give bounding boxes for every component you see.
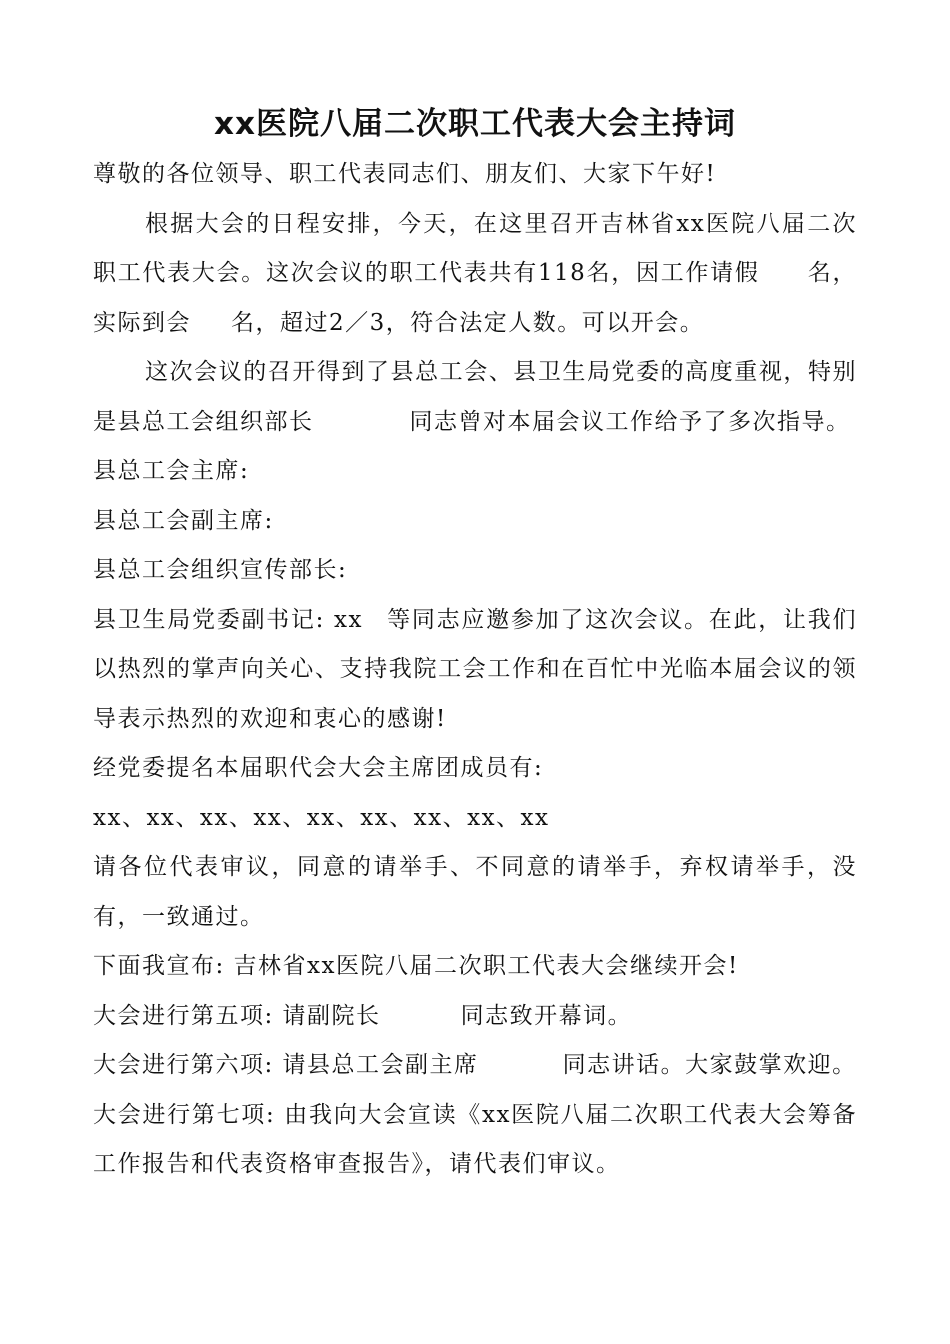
line-item-6	[93, 1041, 857, 1091]
welcome-text-1: 县卫生局党委副书记: xx	[93, 606, 363, 633]
vice-chairman-label: 县总工会副主席:	[93, 507, 274, 534]
greeting-line	[93, 150, 857, 200]
greeting-text: 尊敬的各位领导、职工代表同志们、朋友们、大家下午好!	[93, 161, 717, 187]
line-announce	[93, 942, 857, 992]
paragraph-item-7	[93, 1091, 857, 1190]
line-item-5	[93, 992, 857, 1042]
line-chairman	[93, 447, 857, 497]
vote-text: 请各位代表审议，同意的请举手、不同意的请举手，弃权请举手，没有，一致通过。	[93, 854, 857, 930]
acknowledgement-text-2: 同志曾对本届会议工作给予了多次指导。	[409, 408, 851, 435]
presidium-intro-text: 经党委提名本届职代会大会主席团成员有:	[93, 755, 544, 781]
presidium-names-text: xx、xx、xx、xx、xx、xx、xx、xx、xx	[93, 804, 550, 831]
line-vice-chairman	[93, 497, 857, 547]
item7-text: 大会进行第七项: 由我向大会宣读《xx医院八届二次职工代表大会筹备工作报告和代表资格审查报告》，请代表们审议。	[93, 1101, 857, 1177]
attendance-text-3: 名，超过2／3，符合法定人数。可以开会。	[231, 309, 705, 336]
item5-text-1: 大会进行第五项: 请副院长	[93, 1002, 381, 1029]
document-body	[93, 150, 857, 1190]
announce-text: 下面我宣布: 吉林省xx医院八届二次职工代表大会继续开会!	[93, 953, 739, 979]
line-presidium-intro	[93, 744, 857, 794]
paragraph-acknowledgement	[93, 348, 857, 447]
org-minister-label: 县总工会组织宣传部长:	[93, 557, 348, 583]
acknowledgement-text-1: 这次会议的召开得到了县总工会、县卫生局党委的高度重视，特别是县总工会组织部长	[93, 359, 857, 435]
paragraph-vote	[93, 843, 857, 942]
paragraph-attendance	[93, 200, 857, 349]
chairman-label: 县总工会主席:	[93, 458, 250, 484]
welcome-text-2: 等同志应邀参加了这次会议。在此，让我们以热烈的掌声向关心、支持我院工会工作和在百忙中光临本届会议的领导表示热烈的欢迎和衷心的感谢!	[93, 606, 857, 732]
document-title: xx医院八届二次职工代表大会主持词	[214, 106, 736, 142]
item6-text-1: 大会进行第六项: 请县总工会副主席	[93, 1052, 479, 1078]
item6-text-2: 同志讲话。大家鼓掌欢迎。	[562, 1052, 857, 1078]
item5-text-2: 同志致开幕词。	[460, 1002, 633, 1029]
paragraph-welcome	[93, 596, 857, 745]
line-presidium-names	[93, 794, 857, 844]
attendance-text-2: 名，实际到会	[93, 260, 857, 336]
line-org-minister	[93, 546, 857, 596]
attendance-text-1: 根据大会的日程安排，今天，在这里召开吉林省xx医院八届二次职工代表大会。这次会议的职工代表共有118名，因工作请假	[93, 210, 857, 286]
